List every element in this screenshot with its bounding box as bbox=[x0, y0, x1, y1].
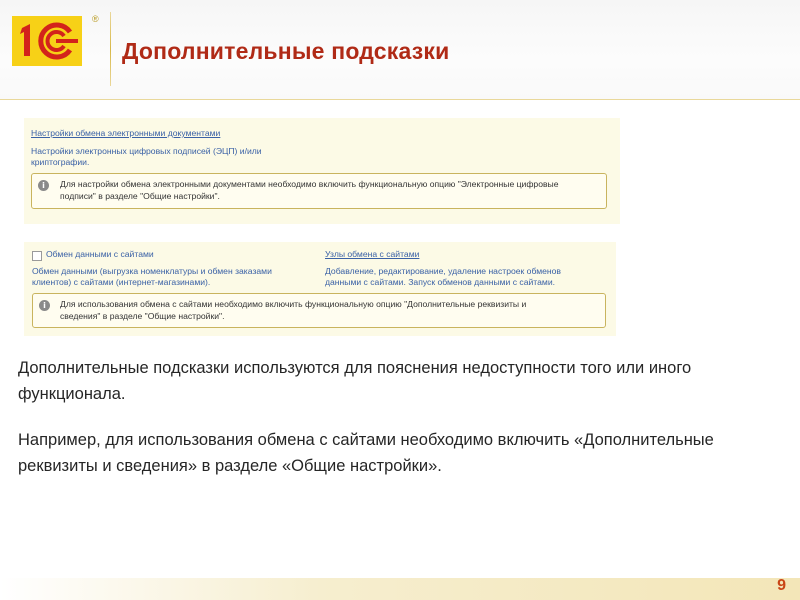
site-exchange-desc-line2: клиентов) с сайтами (интернет-магазинами). bbox=[32, 277, 211, 287]
edo-notice-line1: Для настройки обмена электронными документами необходимо включить функциональную опцию "Электронные цифровые bbox=[60, 179, 559, 189]
exchange-nodes-link[interactable]: Узлы обмена с сайтами bbox=[325, 249, 420, 259]
site-exchange-notice-line2: сведения" в разделе "Общие настройки". bbox=[60, 311, 225, 321]
site-exchange-notice bbox=[32, 293, 606, 328]
site-exchange-panel bbox=[24, 242, 616, 336]
info-icon: i bbox=[38, 180, 49, 191]
site-exchange-desc-line1: Обмен данными (выгрузка номенклатуры и обмен заказами bbox=[32, 266, 272, 276]
edo-desc-line2: криптографии. bbox=[31, 157, 90, 167]
example-paragraph: Например, для использования обмена с сайтами необходимо включить «Дополнительные реквизиты и сведения» в разделе «Общие настройки». bbox=[18, 431, 714, 475]
slide-title: Дополнительные подсказки bbox=[122, 38, 450, 64]
edo-desc-line1: Настройки электронных цифровых подписей (ЭЦП) и/или bbox=[31, 146, 262, 156]
header-divider bbox=[110, 12, 111, 86]
footer-band bbox=[0, 578, 800, 600]
registered-mark: ® bbox=[92, 14, 99, 24]
site-exchange-checkbox[interactable] bbox=[32, 251, 42, 261]
site-exchange-notice-line1: Для использования обмена с сайтами необходимо включить функциональную опцию "Дополнительные реквизиты и bbox=[60, 299, 527, 309]
1c-logo bbox=[12, 16, 82, 66]
site-exchange-checkbox-label[interactable]: Обмен данными с сайтами bbox=[46, 249, 154, 259]
exchange-nodes-desc-line2: данными с сайтами. Запуск обменов данными с сайтами. bbox=[325, 277, 556, 287]
exchange-nodes-desc-line1: Добавление, редактирование, удаление настроек обменов bbox=[325, 266, 561, 276]
explanation-paragraph: Дополнительные подсказки используются для пояснения недоступности того или иного функционала. bbox=[18, 359, 692, 403]
edo-notice-line2: подписи" в разделе "Общие настройки". bbox=[60, 191, 220, 201]
slide-header bbox=[0, 0, 800, 100]
info-icon: i bbox=[39, 300, 50, 311]
header-bottom-line bbox=[0, 99, 800, 100]
edo-notice bbox=[31, 173, 607, 209]
edo-settings-link[interactable]: Настройки обмена электронными документами bbox=[31, 128, 221, 138]
page-number: 9 bbox=[777, 577, 786, 594]
electronic-documents-panel bbox=[24, 118, 620, 224]
